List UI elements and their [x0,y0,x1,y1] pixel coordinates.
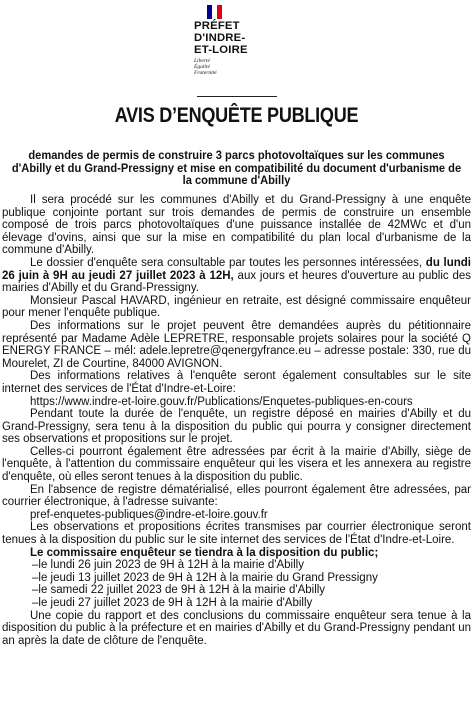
schedule-item: –le jeudi 13 juillet 2023 de 9H à 12H à la mairie du Grand Pressigny [32,571,378,584]
email-link[interactable]: pref-enquetes-publiques@indre-et-loire.gouv.fr [30,508,268,521]
title-divider [197,96,277,97]
paragraph-written: Celles-ci pourront également être adressées par écrit à la mairie d'Abilly, siège de l'enquête, à l'attention du commissaire enquêteur qui les visera et les annexera au registre d'enquête, où elles seront tenues à la disposition du public. [2,445,471,484]
notice-subtitle: demandes de permis de construire 3 parcs photovoltaïques sur les communes d'Abilly et du Grand-Pressigny et mise en compatibilité du document d'urbanisme de la commune d'Abilly [11,149,462,187]
paragraph-procedure: Il sera procédé sur les communes d'Abilly et du Grand-Pressigny à une enquête publique conjointe portant sur trois demandes de permis de construire un ensemble composé de trois parcs photovoltaïques d'une puissance installée de 42MWc et d'un élevage d'ovins, ainsi que sur la mise en compatibilité du plan local d'urbanisme de la commune d'Abilly. [2,194,471,257]
paragraph-observations: Les observations et propositions écrites transmises par courrier électronique seront tenues à la disposition du public sur le site internet des services de l'État d'Indre-et-Loire. [2,521,471,547]
paragraph-website: Des informations relatives à l'enquête seront également consultables sur le site internet des services de l'État d'Indre-et-Loire: [2,370,471,395]
page-title: AVIS D’ENQUÊTE PUBLIQUE [114,104,359,127]
logo-motto: Liberté Égalité Fraternité [194,58,217,77]
enquiry-dates: du lundi 26 juin à 9H au jeudi 27 juillet 2023 à 12H, [2,256,471,282]
paragraph-commissioner: Monsieur Pascal HAVARD, ingénieur en retraite, est désigné commissaire enquêteur pour mener l'enquête publique. [2,294,471,320]
schedule-item: –le samedi 22 juillet 2023 de 9H à 12H à la mairie d'Abilly [32,584,326,597]
schedule-item: –le jeudi 27 juillet 2023 de 9H à 12H à la mairie d'Abilly [32,597,313,609]
paragraph-email: En l'absence de registre dématérialisé, elles pourront également être adressées, par courrier électronique, à l'adresse suivante: [2,483,471,509]
prefecture-logo [194,5,274,77]
schedule-item: –le lundi 26 juin 2023 de 9H à 12H à la mairie d'Abilly [32,559,304,572]
french-flag-icon [207,5,222,19]
paragraph-dates: Le dossier d'enquête sera consultable par toutes les personnes intéressées, du lundi 26 juin à 9H au jeudi 27 juillet 2023 à 12H, aux jours et heures d'ouverture au public des mairies d'Abilly et du Grand-Pressigny. [2,256,471,295]
paragraph-register: Pendant toute la durée de l'enquête, un registre déposé en mairies d'Abilly et du Grand-Pressigny, sera tenu à la disposition du public qui pourra y consigner directement ses observations et propositions sur le projet. [2,408,471,446]
website-link[interactable]: https://www.indre-et-loire.gouv.fr/Publications/Enquetes-publiques-en-cours [30,395,413,408]
logo-title: PRÉFET D'INDRE- ET-LOIRE [194,20,248,56]
notice-body [2,194,471,647]
paragraph-report: Une copie du rapport et des conclusions du commissaire enquêteur sera tenue à la disposition du public à la préfecture et en mairies d'Abilly et du Grand-Pressigny pendant un an après la date de clôture de l'enquête. [2,609,471,647]
paragraph-petitioner: Des informations sur le projet peuvent être demandées auprès du pétitionnaire représenté par Madame Adèle LEPRETRE, responsable projets solaires pour la société Q ENERGY FRANCE – mél: adele.lepretre@qenergyfrance.eu – adresse postale: 330, rue du Mourelet, ZI de Courtine, 84000 AVIGNON. [2,319,471,370]
paragraph-permanences: Le commissaire enquêteur se tiendra à la disposition du public; [30,546,379,559]
